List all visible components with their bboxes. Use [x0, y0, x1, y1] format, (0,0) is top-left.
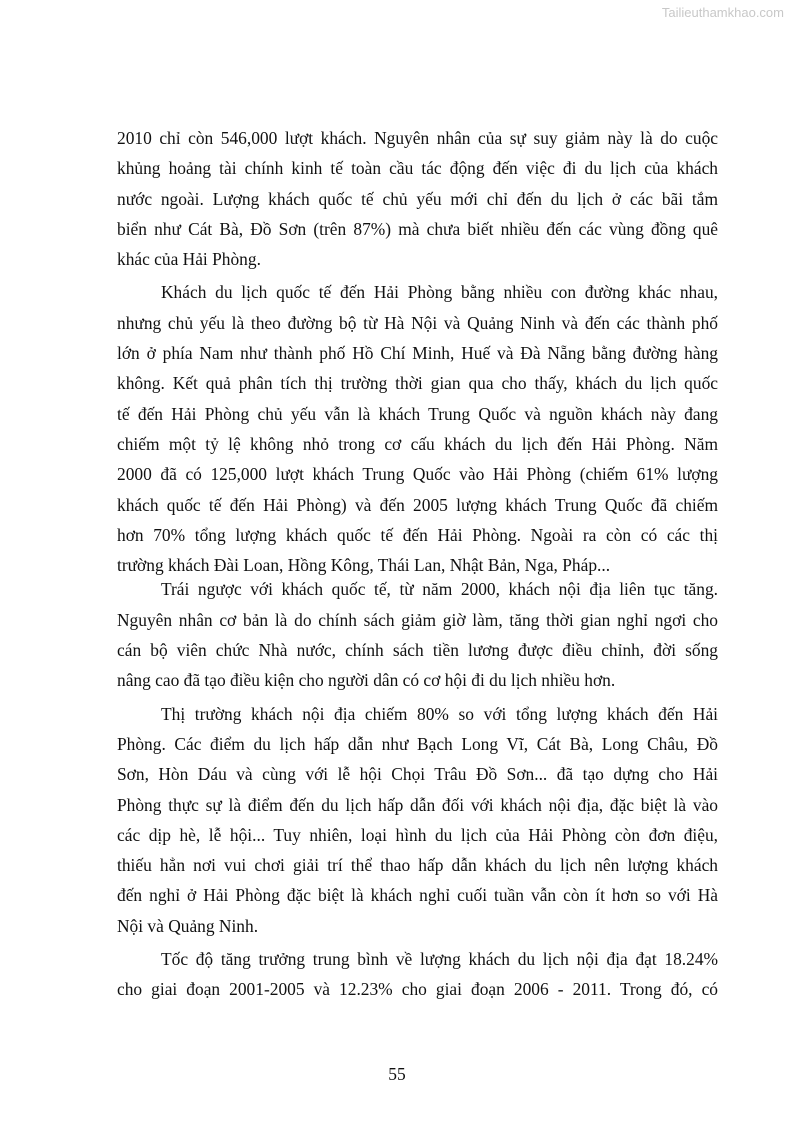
text-line: khách quốc tế đến Hải Phòng) và đến 2005 lượng khách Trung Quốc đã chiếm [117, 494, 718, 515]
text-line: Sơn, Hòn Dáu và cùng với lễ hội Chọi Trâu Đồ Sơn... đã tạo dựng cho Hải [117, 764, 718, 785]
text-line: Phòng. Các điểm du lịch hấp dẫn như Bạch Long Vĩ, Cát Bà, Long Châu, Đồ [117, 733, 718, 754]
text-line: chiếm một tỷ lệ không nhỏ trong cơ cấu khách du lịch đến Hải Phòng. Năm [117, 433, 718, 454]
paragraph [117, 944, 718, 1005]
paragraph [117, 699, 718, 941]
text-line: trường khách Đài Loan, Hồng Kông, Thái Lan, Nhật Bản, Nga, Pháp... [117, 555, 611, 576]
text-line: cho giai đoạn 2001-2005 và 12.23% cho giai đoạn 2006 - 2011. Trong đó, có [117, 979, 718, 1000]
text-line: khủng hoảng tài chính kinh tế toàn cầu tác động đến việc đi du lịch của khách [117, 158, 718, 179]
text-line: 2000 đã có 125,000 lượt khách Trung Quốc vào Hải Phòng (chiếm 61% lượng [117, 464, 718, 485]
text-line: Trái ngược với khách quốc tế, từ năm 2000, khách nội địa liên tục tăng. [161, 579, 718, 600]
text-line: hơn 70% tổng lượng khách quốc tế đến Hải Phòng. Ngoài ra còn có các thị [117, 524, 718, 545]
text-line: Nội và Quảng Ninh. [117, 915, 259, 936]
text-line: nhưng chủ yếu là theo đường bộ từ Hà Nội và Quảng Ninh và đến các thành phố [117, 312, 718, 333]
text-line: nước ngoài. Lượng khách quốc tế chủ yếu mới chỉ đến du lịch ở các bãi tắm [117, 188, 718, 209]
text-line: đến nghỉ ở Hải Phòng đặc biệt là khách nghỉ cuối tuần vẫn còn ít hơn so với Hà [117, 885, 718, 906]
text-line: không. Kết quả phân tích thị trường thời gian qua cho thấy, khách du lịch quốc [117, 373, 718, 394]
text-line: Phòng thực sự là điểm đến du lịch hấp dẫn đối với khách nội địa, đặc biệt là vào [117, 794, 718, 815]
text-line: Thị trường khách nội địa chiếm 80% so với tổng lượng khách đến Hải [161, 703, 718, 724]
text-line: thiếu hẳn nơi vui chơi giải trí thể thao hấp dẫn khách du lịch nên lượng khách [117, 855, 718, 876]
text-line: tế đến Hải Phòng chủ yếu vẫn là khách Trung Quốc và nguồn khách này đang [117, 403, 718, 424]
body-text [117, 123, 718, 1005]
paragraph [117, 277, 718, 580]
text-line: 2010 chỉ còn 546,000 lượt khách. Nguyên nhân của sự suy giảm này là do cuộc [117, 128, 718, 148]
text-line: các dịp hè, lễ hội... Tuy nhiên, loại hình du lịch của Hải Phòng còn đơn điệu, [117, 824, 718, 845]
text-line: Tốc độ tăng trưởng trung bình về lượng khách du lịch nội địa đạt 18.24% [161, 949, 718, 970]
text-line: Nguyên nhân cơ bản là do chính sách giảm giờ làm, tăng thời gian nghỉ ngơi cho [117, 609, 718, 630]
text-line: biển như Cát Bà, Đồ Sơn (trên 87%) mà chưa biết nhiều đến các vùng đồng quê [117, 218, 718, 239]
page-number: 55 [388, 1064, 406, 1084]
watermark: Tailieuthamkhao.com [661, 5, 784, 20]
text-line: Khách du lịch quốc tế đến Hải Phòng bằng nhiều con đường khác nhau, [161, 282, 718, 303]
text-line: khác của Hải Phòng. [117, 249, 261, 270]
text-line: lớn ở phía Nam như thành phố Hồ Chí Minh, Huế và Đà Nẵng bằng đường hàng [117, 343, 718, 364]
paragraph [117, 574, 718, 695]
text-line: cán bộ viên chức Nhà nước, chính sách tiền lương được điều chỉnh, đời sống [117, 640, 718, 661]
paragraph [117, 123, 718, 274]
text-line: nâng cao đã tạo điều kiện cho người dân có cơ hội đi du lịch nhiều hơn. [117, 670, 616, 691]
